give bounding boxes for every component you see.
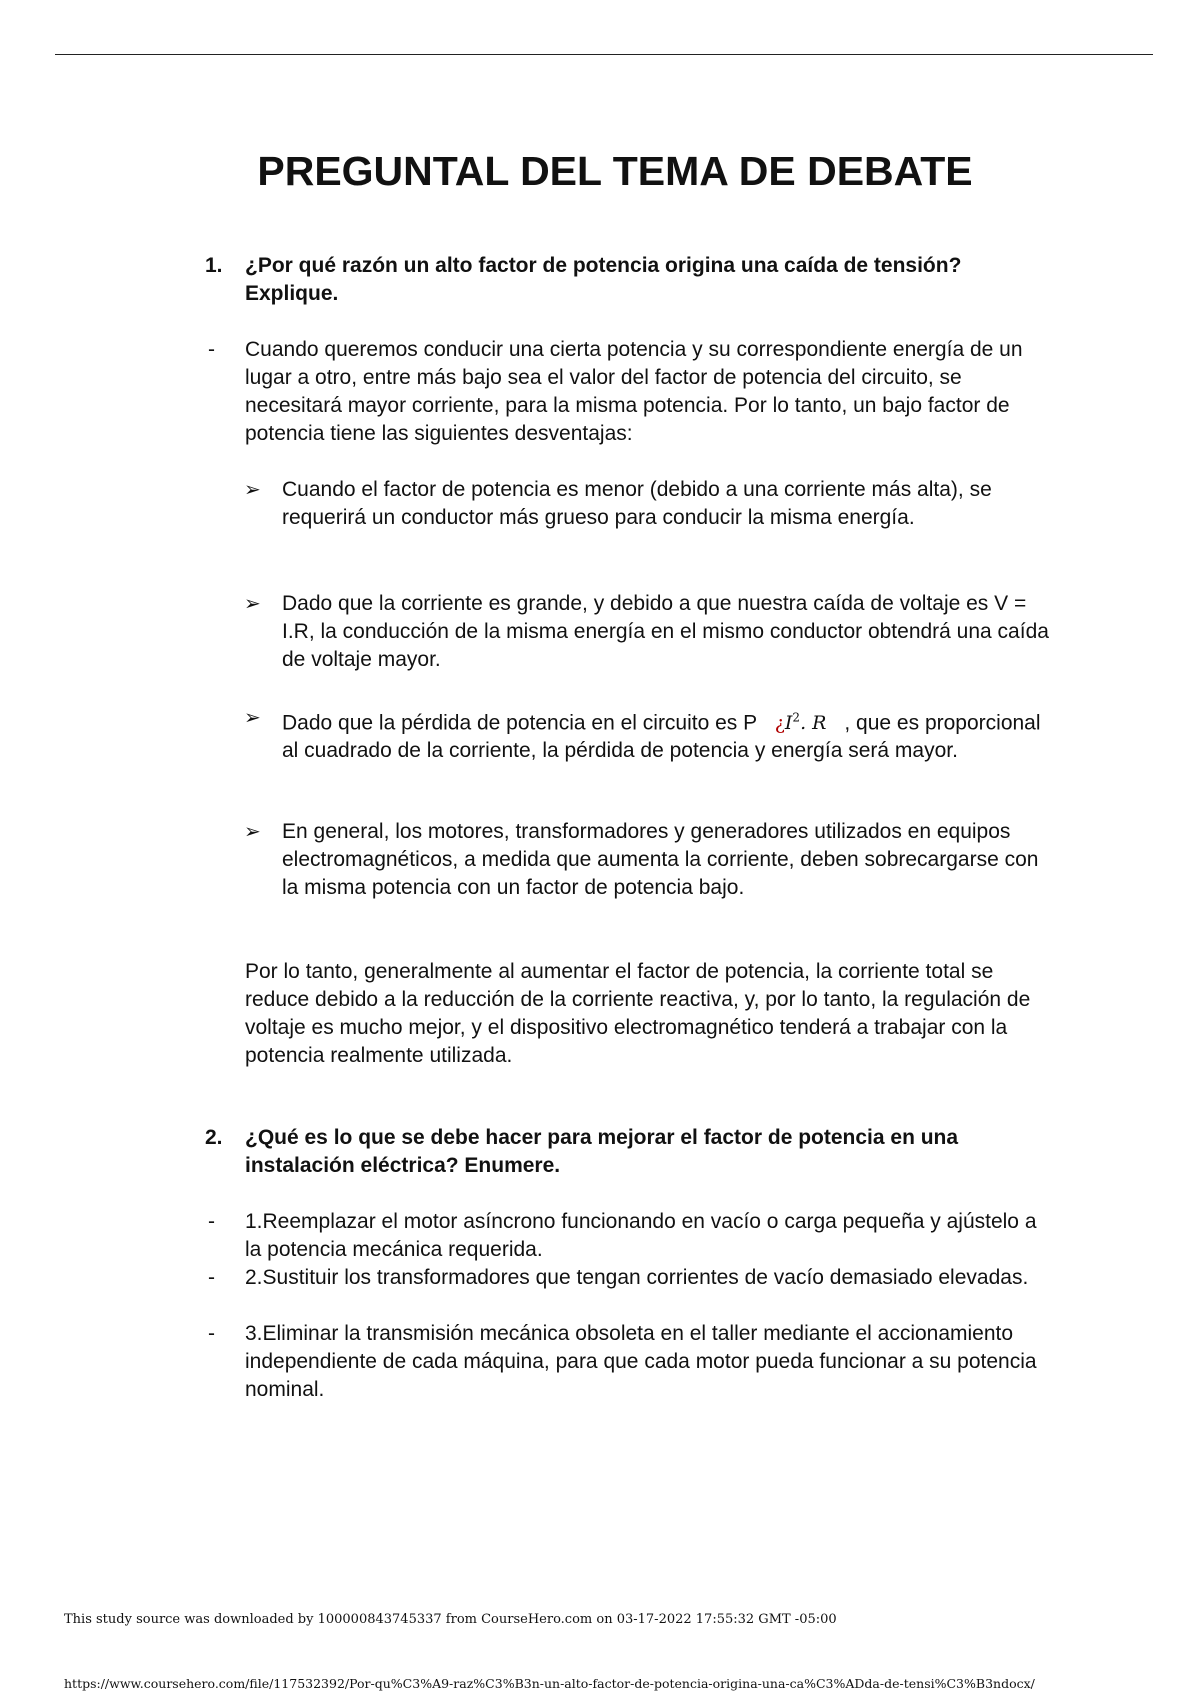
formula-rest: . R [800, 712, 827, 735]
bullet-2-text: Dado que la corriente es grande, y debido a que nuestra caída de voltaje es V = I.R, la conducción de la misma energía en el mismo conductor obtendrá una caída de voltaje mayor. [282, 592, 1049, 671]
answer-1-intro-text: Cuando queremos conducir una cierta potencia y su correspondiente energía de un lugar a otro, entre más bajo sea el valor del factor de potencia del circuito, se necesitará mayor corriente, para la misma potencia. Por lo tanto, un bajo factor de potencia tiene las siguientes desventajas: [245, 338, 1023, 445]
list-item-2-text: 2.Sustituir los transformadores que tengan corrientes de vacío demasiado elevadas. [245, 1266, 1029, 1289]
answer-1-conclusion: Por lo tanto, generalmente al aumentar el factor de potencia, la corriente total se reduce debido a la reducción de la corriente reactiva, y, por lo tanto, la regulación de voltaje es mucho mejor, y el dispositivo electromagnético tenderá a trabajar con la potencia realmente utilizada. [245, 960, 1031, 1067]
top-divider [55, 54, 1153, 55]
arrow-bullet-icon: ➢ [244, 821, 261, 843]
formula-var: I [784, 712, 793, 735]
download-source-note: This study source was downloaded by 100000843745337 from CourseHero.com on 03-17-2022 17:55:32 GMT -05:00 [64, 1612, 837, 1627]
formula-mark: ¿ [774, 712, 785, 735]
formula-exp: 2 [792, 711, 801, 725]
list-item-2 [208, 1264, 1045, 1292]
bullet-1-text: Cuando el factor de potencia es menor (debido a una corriente más alta), se requerirá un conductor más grueso para conducir la misma energía. [282, 478, 992, 529]
question-2-text: ¿Qué es lo que se debe hacer para mejorar el factor de potencia en una instalación eléctrica? Enumere. [245, 1126, 959, 1177]
arrow-bullet-icon: ➢ [244, 707, 261, 729]
bullet-4-text: En general, los motores, transformadores y generadores utilizados en equipos electromagnéticos, a medida que aumenta la corriente, deben sobrecargarse con la misma potencia con un factor de potencia bajo. [282, 820, 1039, 899]
dash-marker: - [208, 338, 215, 361]
question-1-text: ¿Por qué razón un alto factor de potencia origina una caída de tensión? Explique. [245, 254, 962, 305]
answer-1-intro [208, 336, 1045, 448]
bullet-2 [244, 590, 1052, 674]
dash-marker: - [208, 1266, 215, 1289]
power-loss-formula [763, 712, 839, 734]
bullet-3 [244, 704, 1052, 765]
bullet-1 [244, 476, 1052, 532]
dash-marker: - [208, 1210, 215, 1233]
bullet-3-after: , que es proporcional al cuadrado de la corriente, la pérdida de potencia y energía será mayor. [282, 711, 1041, 763]
question-2-number: 2. [205, 1126, 223, 1149]
arrow-bullet-icon: ➢ [244, 593, 261, 615]
page-title: PREGUNTAL DEL TEMA DE DEBATE [257, 148, 973, 194]
list-item-1-text: 1.Reemplazar el motor asíncrono funcionando en vacío o carga pequeña y ajústelo a la potencia mecánica requerida. [245, 1210, 1037, 1261]
bullet-4 [244, 818, 1052, 902]
dash-marker: - [208, 1322, 215, 1345]
list-item-1 [208, 1208, 1045, 1264]
source-url[interactable]: https://www.coursehero.com/file/117532392/Por-qu%C3%A9-raz%C3%B3n-un-alto-factor-de-potencia-origina-una-ca%C3%ADda-de-tensi%C3%B3ndocx/ [64, 1676, 1035, 1691]
list-item-3-text: 3.Eliminar la transmisión mecánica obsoleta en el taller mediante el accionamiento independiente de cada máquina, para que cada motor pueda funcionar a su potencia nominal. [245, 1322, 1037, 1401]
question-1-number: 1. [205, 254, 223, 277]
question-2 [205, 1124, 1035, 1180]
question-1 [205, 252, 1035, 308]
list-item-3 [208, 1320, 1045, 1404]
arrow-bullet-icon: ➢ [244, 479, 261, 501]
bullet-3-before: Dado que la pérdida de potencia en el circuito es P [282, 711, 757, 735]
